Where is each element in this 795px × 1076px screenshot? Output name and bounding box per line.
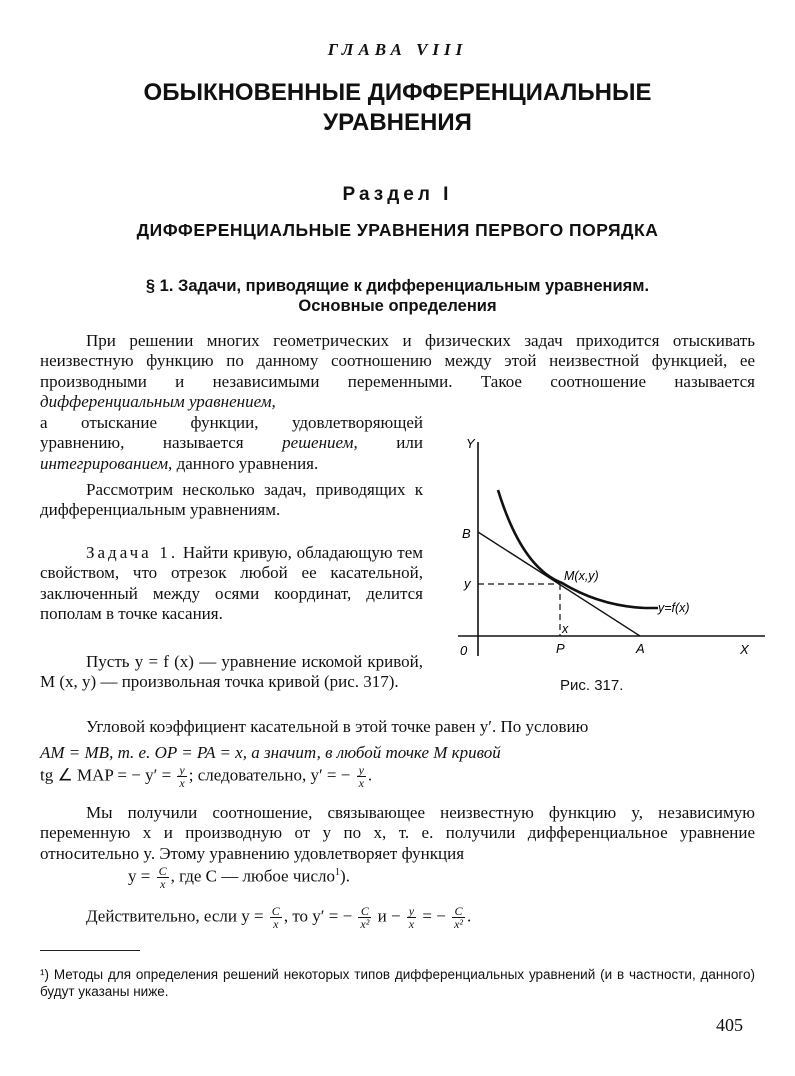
indeed-a: Действительно, если y =	[86, 906, 264, 926]
fraction-y-over-x: $\frac{y}{x}$	[179, 763, 185, 790]
result-paragraph: Мы получили соотношение, связывающее неизвестную функцию y, независимую переменную x и производную от y по x, т. е. получили дифференциальное уравнение относительно y. Этому уравнению удовлетворяет функция	[40, 803, 755, 863]
x-segment-label: x	[562, 622, 569, 636]
point-m-label: M(x,y)	[564, 569, 599, 583]
result-formula-c: ).	[340, 866, 350, 886]
page-number: 405	[716, 1015, 743, 1035]
origin-label: 0	[460, 643, 468, 658]
indeed-d: = −	[418, 906, 446, 926]
y-axis-label: Y	[466, 436, 475, 451]
curve-y-f-x	[498, 490, 658, 608]
slope-formula-c: .	[367, 765, 373, 785]
fraction-c-over-x2-2: $\frac{C}{\text{x²}}$	[454, 904, 463, 931]
term-differential-equation: дифференциальным уравнением,	[40, 392, 276, 412]
point-a-label: A	[636, 641, 645, 656]
figure-317	[440, 428, 780, 678]
footnote: ¹) Методы для определения решений некоторых типов дифференциальных уравнений (и в частности, данного) будут указаны ниже.	[40, 967, 755, 999]
let-paragraph: Пусть y = f (x) — уравнение искомой кривой, M (x, y) — произвольная точка кривой (рис. 317).	[40, 652, 423, 692]
slope-formula	[40, 764, 372, 789]
section-label: Раздел I	[342, 184, 453, 205]
task-label: Задача 1.	[86, 543, 179, 562]
fraction-c-over-x-2: $\frac{C}{x}$	[271, 904, 280, 931]
paragraph-title	[0, 276, 795, 316]
result-formula-b: , где C — любое число	[170, 866, 336, 886]
fraction-y-over-x-3: $\frac{y}{x}$	[408, 904, 415, 931]
indeed-line	[86, 905, 471, 930]
curve-label: y=f(x)	[658, 601, 690, 615]
indeed-e: .	[467, 906, 472, 926]
result-formula-a: y =	[128, 866, 151, 886]
chapter-title	[0, 78, 795, 138]
result-formula	[128, 865, 350, 890]
paragraph-title-line-1: § 1. Задачи, приводящие к дифференциальным уравнениям.	[145, 277, 650, 295]
consider-paragraph: Рассмотрим несколько задач, приводящих к дифференциальным уравнениям.	[40, 480, 423, 520]
point-p-label: P	[556, 641, 565, 656]
indeed-b: , то y′ = −	[283, 906, 353, 926]
slope-line-1: Угловой коэффициент касательной в этой точке равен y′. По условию	[86, 717, 589, 736]
chapter-title-line-2: УРАВНЕНИЯ	[323, 109, 472, 136]
intro-paragraph-continued	[40, 413, 423, 474]
fraction-y-over-x-2: $\frac{y}{x}$	[358, 763, 364, 790]
task-paragraph	[40, 543, 423, 625]
footnote-ref: 1	[335, 866, 341, 878]
footnote-divider	[40, 950, 140, 951]
intro-paragraph	[40, 331, 755, 413]
figure-caption: Рис. 317.	[560, 677, 624, 694]
fraction-c-over-x: $\frac{C}{x}$	[158, 864, 167, 891]
task-text: Найти кривую, обладающую тем свойством, что отрезок любой ее касательной, заключенный между осями координат, делится пополам в точке касания.	[40, 543, 424, 624]
intro-text-2: а отыскание функции, удовлетворяющей уравнению, называется	[40, 413, 423, 453]
indeed-c: и −	[373, 906, 401, 926]
paragraph-title-line-2: Основные определения	[298, 297, 497, 315]
intro-text-3: или	[357, 433, 423, 453]
chapter-title-line-1: ОБЫКНОВЕННЫЕ ДИФФЕРЕНЦИАЛЬНЫЕ	[143, 79, 652, 106]
slope-line-2: AM = MB, т. е. OP = PA = x, а значит, в любой точке M кривой	[40, 743, 501, 762]
point-b-label: B	[462, 526, 471, 541]
intro-text-1: При решении многих геометрических и физических задач приходится отыскивать неизвестную функцию по данному соотношению между этой неизвестной функцией, ее производными и независимыми переменными. Такое соотношение называется	[40, 331, 755, 391]
section-title: ДИФФЕРЕНЦИАЛЬНЫЕ УРАВНЕНИЯ ПЕРВОГО ПОРЯДКА	[136, 220, 659, 240]
chapter-heading: ГЛАВА VIII	[327, 40, 468, 59]
slope-formula-a: tg ∠ MAP = − y′ =	[40, 765, 172, 785]
fraction-c-over-x2: $\frac{C}{\text{x²}}$	[360, 904, 370, 931]
term-integration: интегрированием,	[40, 453, 173, 473]
slope-formula-b: ; следовательно, y′ = −	[188, 765, 351, 785]
term-solution: решением,	[282, 433, 358, 453]
x-axis-label: X	[740, 642, 749, 657]
intro-text-4: данного уравнения.	[172, 453, 319, 473]
y-tick-label: y	[464, 576, 471, 591]
